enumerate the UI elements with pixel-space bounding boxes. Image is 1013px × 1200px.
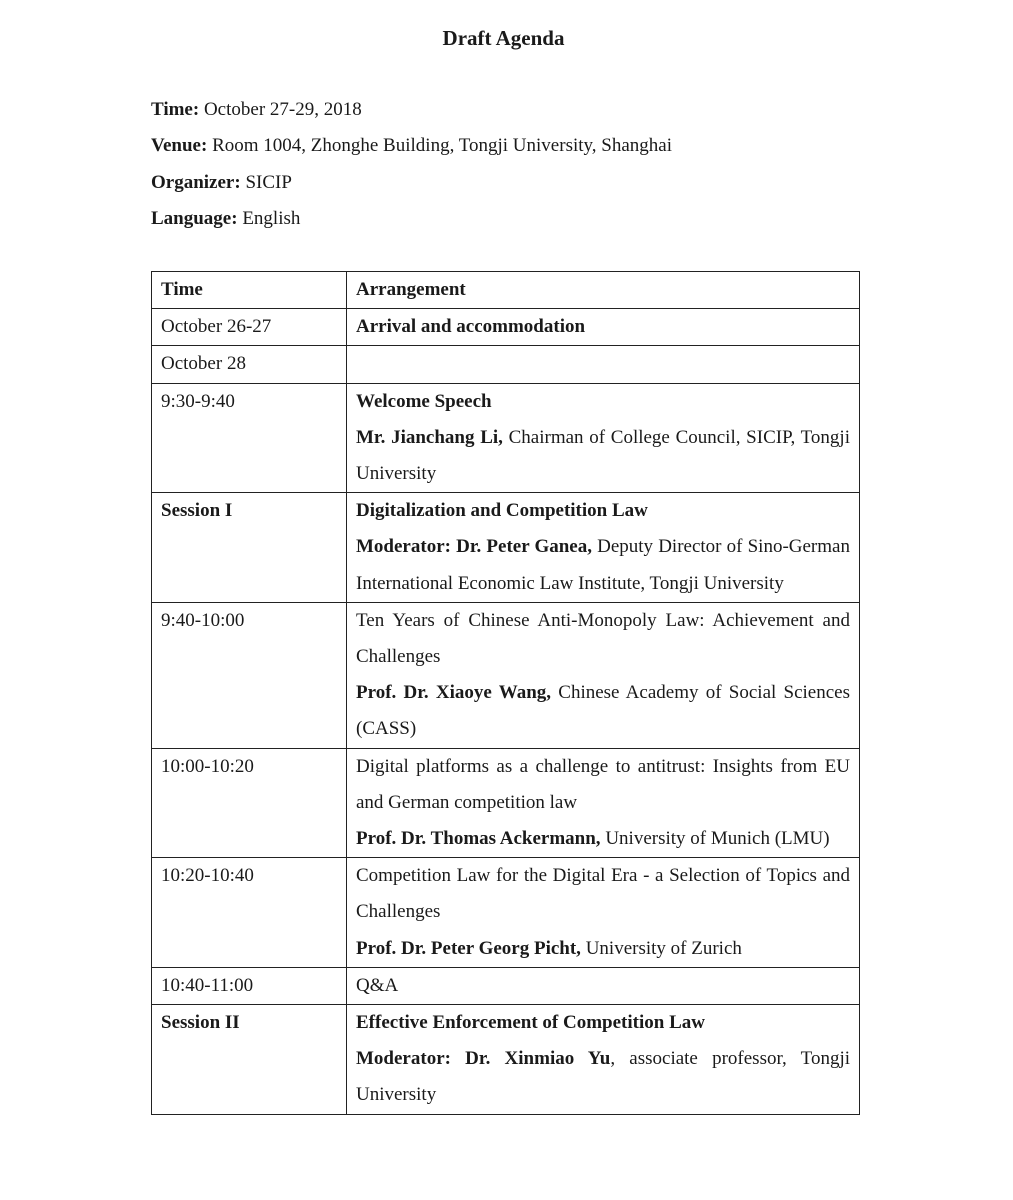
table-row <box>152 1005 860 1115</box>
agenda-table <box>151 271 860 1115</box>
row-affiliation: University of Zurich <box>580 937 742 959</box>
row-time: 9:40-10:00 <box>152 602 347 748</box>
meta-label: Time: <box>151 99 200 120</box>
row-affiliation: Chairman of College Council, SICIP, Tongji University <box>356 426 850 485</box>
row-affiliation: Chinese Academy of Social Sciences (CASS) <box>356 682 850 740</box>
row-arrangement <box>347 748 860 858</box>
row-title: Digitalization and Competition Law <box>356 500 648 522</box>
meta-label: Organizer: <box>151 171 241 193</box>
meta-label: Venue: <box>151 135 208 157</box>
row-session: Session II <box>152 1005 347 1115</box>
table-row <box>152 383 860 493</box>
header-time: Time <box>152 272 347 309</box>
row-affiliation: Deputy Director of Sino-German International Economic Law Institute, Tongji University <box>356 536 850 594</box>
agenda-meta <box>151 96 672 241</box>
row-person: Prof. Dr. Peter Georg Picht, <box>356 937 581 959</box>
row-session: Session I <box>152 493 347 603</box>
meta-language <box>151 205 672 241</box>
row-person: Prof. Dr. Thomas Ackermann, <box>356 828 601 850</box>
row-affiliation: University of Munich (LMU) <box>600 828 830 850</box>
row-title: Arrival and accommodation <box>347 309 860 346</box>
row-person: Mr. Jianchang Li, <box>356 426 503 448</box>
row-topic: Digital platforms as a challenge to antitrust: Insights from EU and German competition law <box>356 755 850 813</box>
table-row <box>152 967 860 1004</box>
row-topic: Q&A <box>347 967 860 1004</box>
row-arrangement <box>347 383 860 493</box>
row-arrangement <box>347 602 860 748</box>
table-row <box>152 346 860 383</box>
meta-label: Language: <box>151 207 238 229</box>
table-row <box>152 858 860 968</box>
meta-value: Room 1004, Zhonghe Building, Tongji University, Shanghai <box>212 135 672 157</box>
row-time: 10:00-10:20 <box>152 748 347 858</box>
meta-value: October 27-29, 2018 <box>203 99 362 120</box>
document-title: Draft Agenda <box>442 26 565 50</box>
row-time: 10:20-10:40 <box>152 858 347 968</box>
row-topic: Ten Years of Chinese Anti-Monopoly Law: Achievement and Challenges <box>356 609 850 668</box>
meta-organizer <box>151 169 672 205</box>
table-row <box>152 602 860 748</box>
meta-value: English <box>242 207 301 229</box>
header-arrangement: Arrangement <box>347 272 860 309</box>
row-title: Effective Enforcement of Competition Law <box>356 1012 705 1034</box>
row-time: 10:40-11:00 <box>152 967 347 1004</box>
row-title: Welcome Speech <box>356 390 492 412</box>
row-arrangement <box>347 493 860 603</box>
row-topic: Competition Law for the Digital Era - a Selection of Topics and Challenges <box>356 865 850 923</box>
table-header-row <box>152 272 860 309</box>
table-row <box>152 309 860 346</box>
row-time: October 26-27 <box>152 309 347 346</box>
meta-value: SICIP <box>245 171 292 193</box>
row-arrangement <box>347 858 860 968</box>
table-row <box>152 493 860 603</box>
table-row <box>152 748 860 858</box>
row-arrangement <box>347 1005 860 1115</box>
meta-venue <box>151 132 672 168</box>
row-time: October 28 <box>152 346 347 383</box>
row-person: Moderator: Dr. Peter Ganea, <box>356 536 592 558</box>
row-affiliation: , associate professor, Tongji University <box>356 1048 850 1106</box>
row-person: Moderator: Dr. Xinmiao Yu <box>356 1048 611 1070</box>
row-person: Prof. Dr. Xiaoye Wang, <box>356 682 552 704</box>
meta-time <box>151 96 672 132</box>
row-empty <box>347 346 860 383</box>
row-time: 9:30-9:40 <box>152 383 347 493</box>
